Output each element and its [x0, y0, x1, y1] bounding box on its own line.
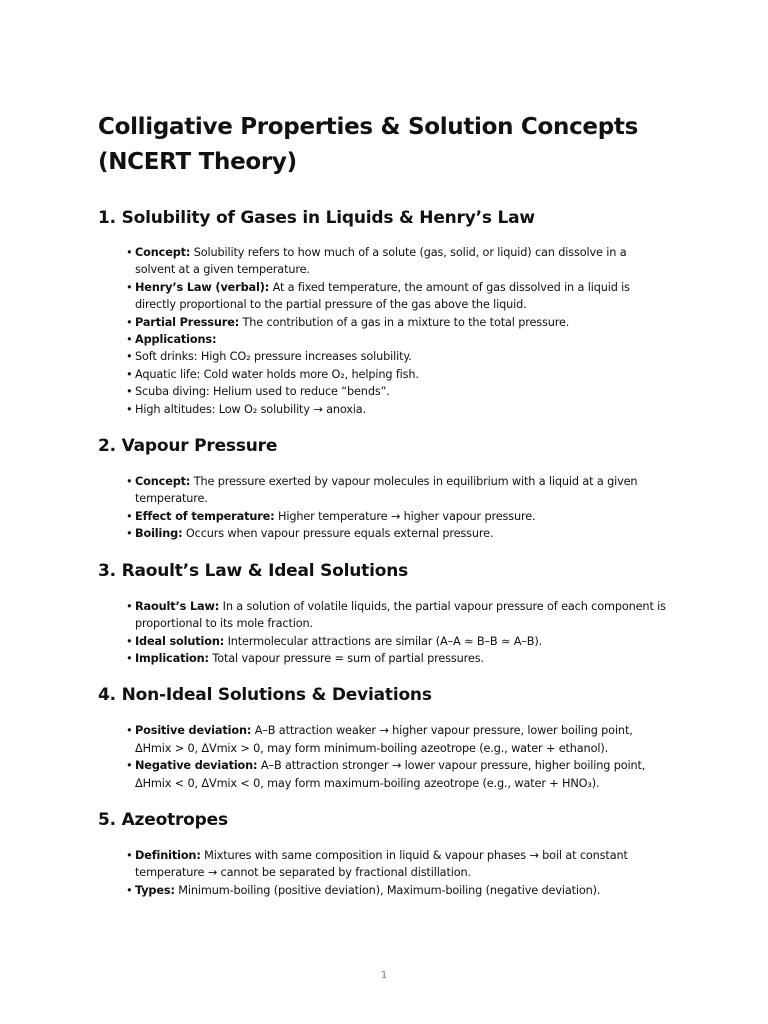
list-item: • Aquatic life: Cold water holds more O₂, helping fish. — [126, 367, 419, 381]
section-azeotropes — [98, 809, 670, 899]
item-label: Ideal solution: — [135, 634, 225, 648]
section-non-ideal-solutions — [98, 684, 670, 792]
item-text: A–B attraction weaker → higher vapour pressure, lower boiling point, ΔHmix > 0, ΔVmix > 0, may form minimum-boiling azeotrope (e.g., water + ethanol). — [135, 724, 633, 755]
section-heading: 1. Solubility of Gases in Liquids & Henry’s Law — [98, 208, 535, 228]
list-item: • Types: Minimum-boiling (positive deviation), Maximum-boiling (negative deviation). — [126, 883, 601, 897]
section-henrys-law — [98, 207, 670, 418]
item-label: Positive deviation: — [135, 724, 252, 738]
item-text: High altitudes: Low O₂ solubility → anoxia. — [135, 402, 367, 416]
bullet-list — [98, 244, 670, 418]
item-text: A–B attraction stronger → lower vapour pressure, higher boiling point, ΔHmix < 0, ΔVmix < 0, may form maximum-boiling azeotrope (e.g., water + HNO₃). — [135, 759, 646, 790]
item-label: Applications: — [135, 333, 217, 347]
list-item: • Ideal solution: Intermolecular attractions are similar (A–A ≈ B–B ≈ A–B). — [126, 634, 543, 648]
item-label: Negative deviation: — [135, 759, 258, 773]
item-label: Henry’s Law (verbal): — [135, 280, 270, 294]
list-item: • Henry’s Law (verbal): At a fixed temperature, the amount of gas dissolved in a liquid is directly proportional to the partial pressure of the gas above the liquid. — [126, 280, 630, 312]
item-text: In a solution of volatile liquids, the partial vapour pressure of each component is proportional to its mole fraction. — [135, 599, 666, 631]
item-label: Concept: — [135, 246, 191, 259]
page-title: Colligative Properties & Solution Concepts (NCERT Theory) — [98, 114, 638, 175]
section-raoults-law — [98, 560, 670, 668]
bullet-list — [98, 847, 670, 899]
item-text: Occurs when vapour pressure equals external pressure. — [185, 527, 494, 541]
item-text: Intermolecular attractions are similar (A–A ≈ B–B ≈ A–B). — [227, 634, 543, 648]
item-text: Scuba diving: Helium used to reduce “bends”. — [135, 385, 390, 399]
item-text: Aquatic life: Cold water holds more O₂, helping fish. — [135, 367, 419, 381]
list-item: • Positive deviation: A–B attraction weaker → higher vapour pressure, lower boiling point, ΔHmix > 0, ΔVmix > 0, may form minimum-boiling azeotrope (e.g., water + ethanol). — [126, 724, 633, 755]
list-item: • Applications: — [126, 333, 217, 347]
item-label: Implication: — [135, 651, 209, 665]
list-item: • Partial Pressure: The contribution of a gas in a mixture to the total pressure. — [126, 315, 570, 329]
section-heading: 4. Non-Ideal Solutions & Deviations — [98, 685, 432, 706]
list-item: • Negative deviation: A–B attraction stronger → lower vapour pressure, higher boiling point, ΔHmix < 0, ΔVmix < 0, may form maximum-boiling azeotrope (e.g., water + HNO₃). — [126, 759, 646, 790]
item-label: Effect of temperature: — [135, 509, 275, 523]
item-text: At a fixed temperature, the amount of gas dissolved in a liquid is directly proportional to the partial pressure of the gas above the liquid. — [135, 280, 630, 312]
item-label: Partial Pressure: — [135, 315, 240, 329]
list-item: • Effect of temperature: Higher temperature → higher vapour pressure. — [126, 509, 536, 523]
section-heading: 2. Vapour Pressure — [98, 436, 278, 457]
item-text: Minimum-boiling (positive deviation), Maximum-boiling (negative deviation). — [178, 883, 601, 897]
item-label: Definition: — [135, 848, 201, 862]
section-vapour-pressure — [98, 435, 670, 543]
item-text: Soft drinks: High CO₂ pressure increases solubility. — [135, 350, 412, 364]
item-text: The contribution of a gas in a mixture to the total pressure. — [242, 315, 570, 329]
list-item: • Implication: Total vapour pressure = sum of partial pressures. — [126, 651, 484, 665]
bullet-list — [98, 598, 670, 668]
page-number: 1 — [380, 970, 388, 981]
list-item: • Raoult’s Law: In a solution of volatile liquids, the partial vapour pressure of each component is proportional to its mole fraction. — [126, 599, 666, 631]
list-item: • High altitudes: Low O₂ solubility → anoxia. — [126, 402, 367, 416]
list-item: • Definition: Mixtures with same composition in liquid & vapour phases → boil at constant temperature → cannot be separated by fractional distillation. — [126, 848, 628, 880]
item-label: Raoult’s Law: — [135, 599, 220, 613]
item-label: Concept: — [135, 475, 191, 489]
item-text: Mixtures with same composition in liquid & vapour phases → boil at constant temperature → cannot be separated by fractional distillation. — [135, 848, 628, 880]
item-label: Types: — [135, 883, 175, 897]
item-label: Boiling: — [135, 527, 183, 541]
item-text: Solubility refers to how much of a solute (gas, solid, or liquid) can dissolve in a solvent at a given temperature. — [135, 246, 627, 277]
section-heading: 3. Raoult’s Law & Ideal Solutions — [98, 560, 409, 581]
bullet-list — [98, 722, 670, 792]
list-item: • Scuba diving: Helium used to reduce “bends”. — [126, 385, 390, 399]
list-item: • Concept: The pressure exerted by vapour molecules in equilibrium with a liquid at a given temperature. — [126, 475, 638, 506]
section-heading: 5. Azeotropes — [98, 809, 228, 830]
list-item: • Soft drinks: High CO₂ pressure increases solubility. — [126, 350, 412, 364]
item-text: The pressure exerted by vapour molecules in equilibrium with a liquid at a given temperature. — [135, 475, 638, 506]
list-item: • Boiling: Occurs when vapour pressure equals external pressure. — [126, 527, 494, 541]
bullet-list — [98, 473, 670, 543]
item-text: Total vapour pressure = sum of partial pressures. — [212, 651, 484, 665]
item-text: Higher temperature → higher vapour pressure. — [277, 509, 536, 523]
list-item: • Concept: Solubility refers to how much of a solute (gas, solid, or liquid) can dissolve in a solvent at a given temperature. — [126, 246, 627, 277]
